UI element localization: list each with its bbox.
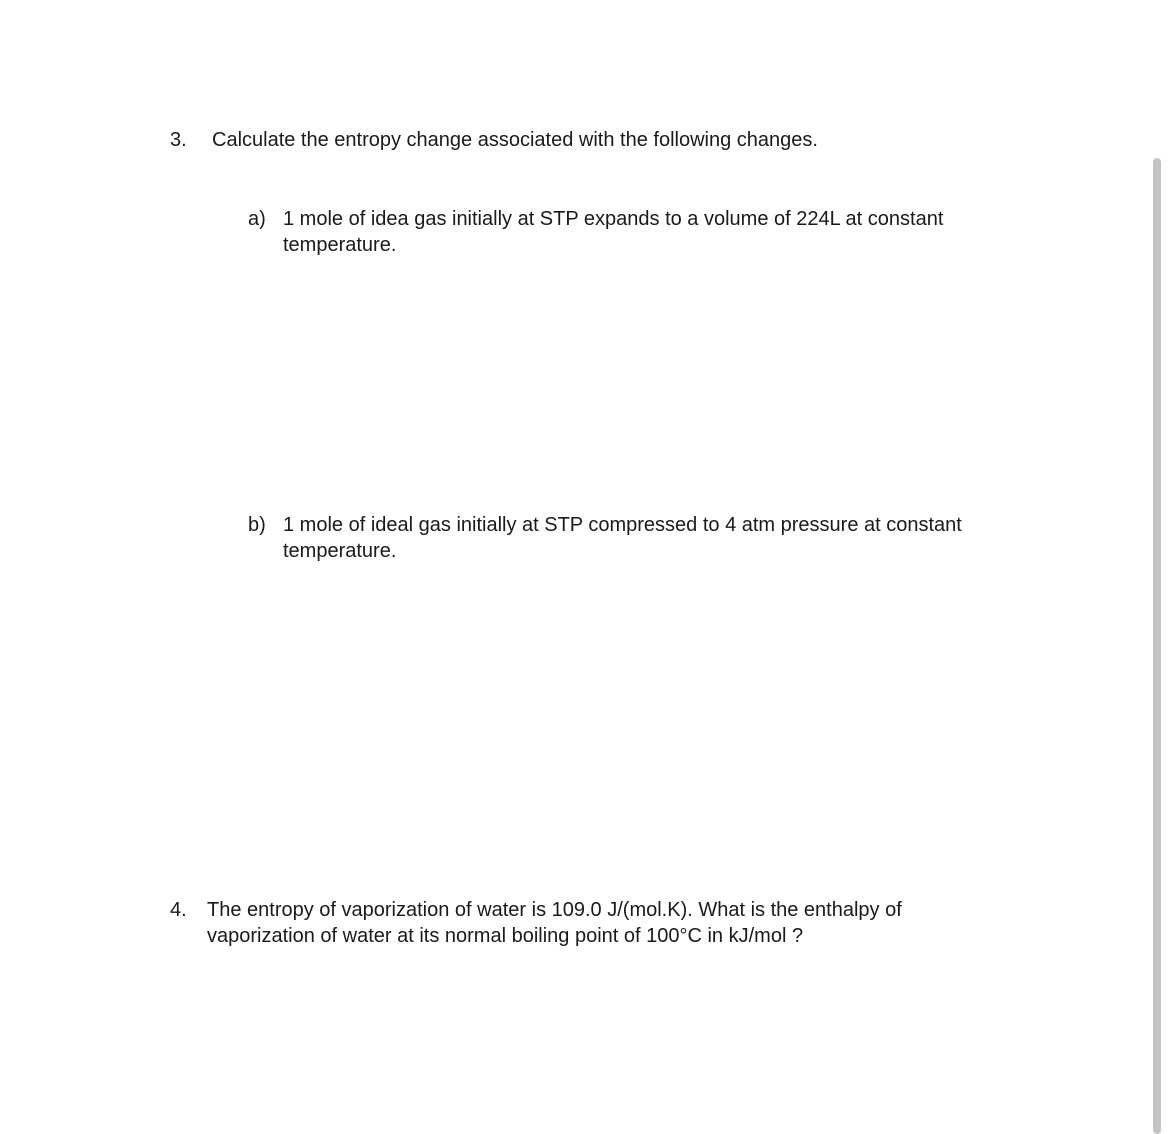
scrollbar-thumb[interactable] (1153, 158, 1161, 1134)
part-a-line-2: temperature. (283, 234, 397, 256)
question-3-text: Calculate the entropy change associated with the following changes. (212, 129, 818, 151)
question-4-line-1: The entropy of vaporization of water is 109.0 J/(mol.K). What is the enthalpy of (207, 899, 902, 921)
part-b-line-1: 1 mole of ideal gas initially at STP compressed to 4 atm pressure at constant (283, 514, 962, 536)
question-4-line-2: vaporization of water at its normal boiling point of 100°C in kJ/mol ? (207, 925, 804, 947)
question-4-number: 4. (170, 899, 187, 921)
part-b-line-2: temperature. (283, 540, 397, 562)
question-3-number: 3. (170, 129, 187, 151)
part-b-text (283, 512, 1013, 564)
part-a-line-1: 1 mole of idea gas initially at STP expands to a volume of 224L at constant (283, 208, 944, 230)
vertical-scrollbar[interactable] (1150, 158, 1164, 1134)
question-4-text (207, 897, 967, 949)
part-b-label: b) (248, 514, 266, 536)
part-a-label: a) (248, 208, 266, 230)
part-a-text (283, 206, 1003, 258)
